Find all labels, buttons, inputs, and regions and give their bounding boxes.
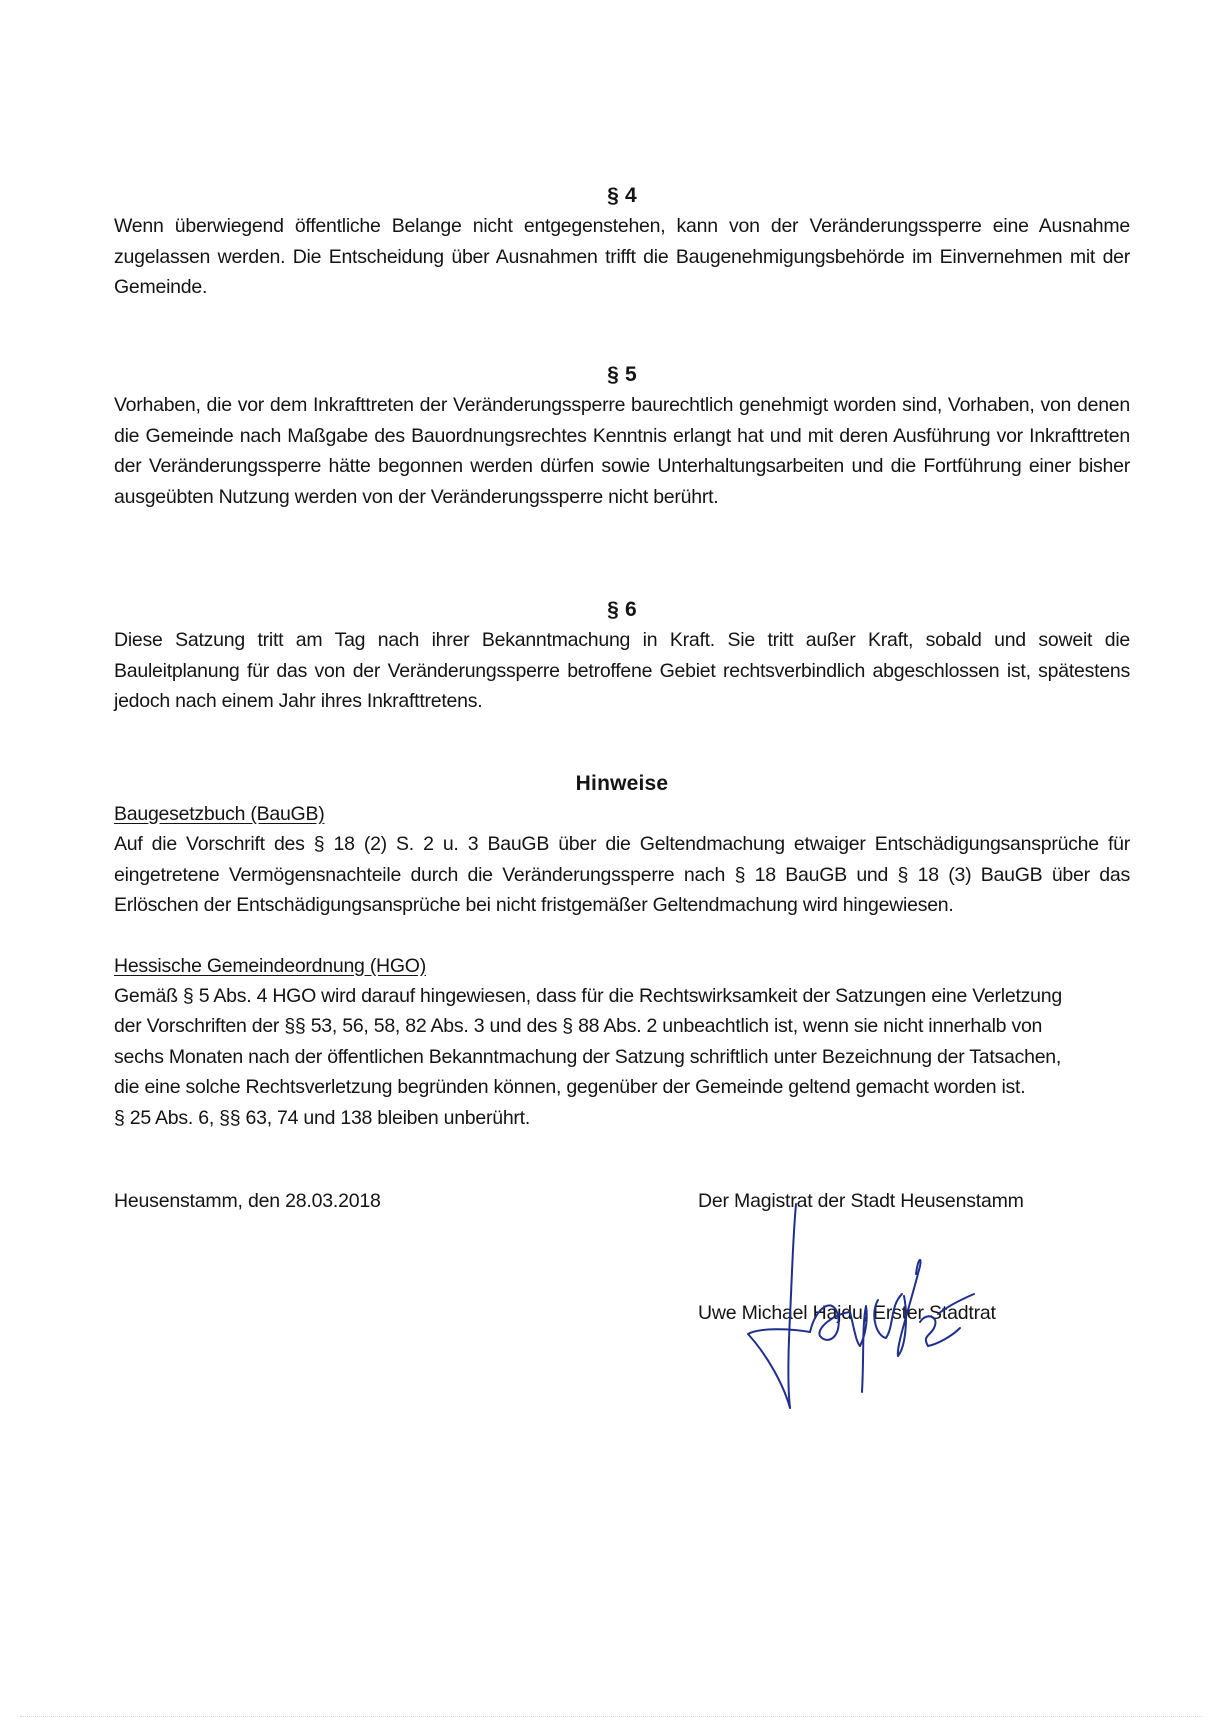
baugb-text: Auf die Vorschrift des § 18 (2) S. 2 u. 3 BauGB über die Geltendmachung etwaiger Entschädigungsansprüche für eingetretene Vermögensnachteile durch die Veränderungssperre nach § 18 BauGB und § 18 (3) BauGB über das Erlöschen der Entschädigungsansprüche bei nicht fristgemäßer Geltendmachung wird hingewiesen.	[114, 833, 1130, 916]
hgo-line: die eine solche Rechtsverletzung begründen können, gegenüber der Gemeinde geltend gemacht worden ist.	[114, 1076, 1026, 1098]
authority-name: Der Magistrat der Stadt Heusenstamm	[698, 1190, 1024, 1212]
section-4-text: Wenn überwiegend öffentliche Belange nicht entgegenstehen, kann von der Veränderungssperre eine Ausnahme zugelassen werden. Die Entscheidung über Ausnahmen trifft die Baugenehmigungsbehörde im Einvernehmen mit der Gemeinde.	[114, 215, 1130, 298]
hgo-text	[114, 981, 1130, 1134]
section-6-heading: § 6	[607, 598, 637, 621]
hgo-line: Gemäß § 5 Abs. 4 HGO wird darauf hingewiesen, dass für die Rechtswirksamkeit der Satzungen eine Verletzung	[114, 984, 1062, 1007]
section-6-text: Diese Satzung tritt am Tag nach ihrer Bekanntmachung in Kraft. Sie tritt außer Kraft, sobald und soweit die Bauleitplanung für das von der Veränderungssperre betroffene Gebiet rechtsverbindlich abgeschlossen ist, spätestens jedoch nach einem Jahr ihres Inkrafttretens.	[114, 629, 1130, 712]
hgo-line: der Vorschriften der §§ 53, 56, 58, 82 Abs. 3 und des § 88 Abs. 2 unbeachtlich ist, wenn sie nicht innerhalb von	[114, 1015, 1043, 1037]
signature-block	[698, 1186, 1138, 1416]
section-5-text: Vorhaben, die vor dem Inkrafttreten der Veränderungssperre baurechtlich genehmigt worden sind, Vorhaben, von denen die Gemeinde nach Maßgabe des Bauordnungsrechtes Kenntnis erlangt hat und mit deren Ausführung vor Inkrafttreten der Veränderungssperre hätte begonnen werden dürfen sowie Unterhaltungsarbeiten und die Fortführung einer bisher ausgeübten Nutzung werden von der Veränderungssperre nicht berührt.	[114, 394, 1130, 508]
section-5-heading: § 5	[607, 363, 637, 386]
section-4	[114, 181, 1130, 303]
scan-artifact-line	[20, 1716, 1202, 1717]
hinweise-heading: Hinweise	[575, 772, 669, 795]
section-4-heading: § 4	[607, 184, 637, 207]
place-date: Heusenstamm, den 28.03.2018	[114, 1190, 381, 1212]
hgo-line: sechs Monaten nach der öffentlichen Bekanntmachung der Satzung schriftlich unter Bezeichnung der Tatsachen,	[114, 1045, 1062, 1068]
section-6	[114, 595, 1130, 717]
section-5	[114, 360, 1130, 512]
hgo-subheading: Hessische Gemeindeordnung (HGO)	[114, 954, 426, 977]
signatory-name: Uwe Michael Hajdu, Erster Stadtrat	[698, 1302, 996, 1324]
hgo-line: § 25 Abs. 6, §§ 63, 74 und 138 bleiben unberührt.	[114, 1106, 531, 1129]
handwritten-signature	[738, 1196, 978, 1416]
hinweise-section	[114, 769, 1130, 1133]
baugb-subheading: Baugesetzbuch (BauGB)	[114, 803, 325, 825]
